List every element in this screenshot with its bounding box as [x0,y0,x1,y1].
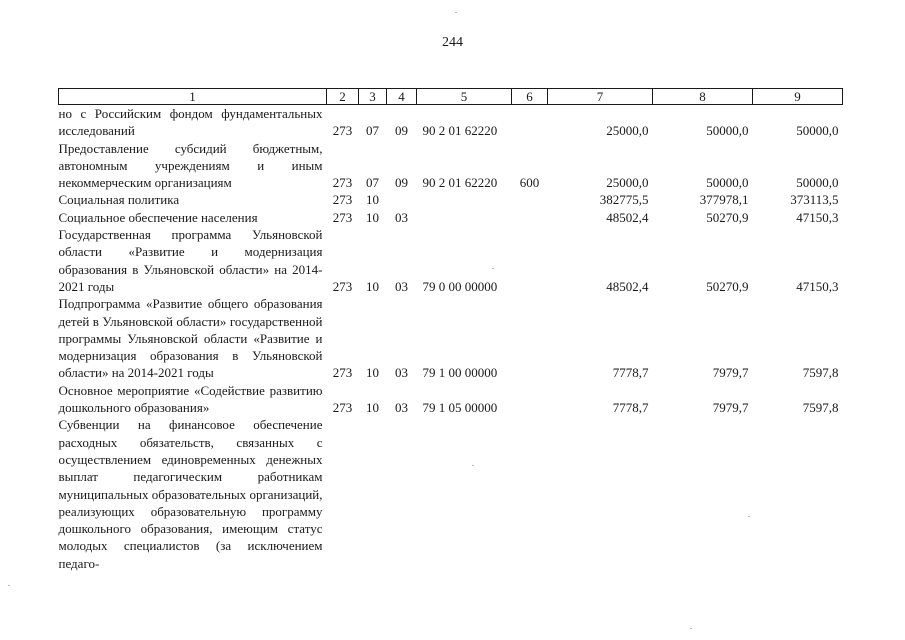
cell-amount-7: 7778,7 [612,365,649,381]
cell-subsection: 03 [395,209,408,225]
cell-amount-8: 50000,0 [706,123,749,139]
row-name: но с Российским фондом фундаментальных исследований [58,106,323,139]
cell-amount-7: 48502,4 [606,209,649,225]
cell-amount-8 [653,416,753,572]
cell-amount-9: 47150,3 [796,209,839,225]
scan-speck [455,12,457,13]
cell-subsection: 09 [395,123,408,139]
row-name: Субвенции на финансовое обеспечение расходных обязательств, связанных с осуществлением единовременных денежных выплат педагогическим работникам муниципальных образовательных организаций, реализующих образовательную программу дошкольного образования, имеющим статус молодых специалистов (за исключением педаго- [58,417,323,571]
row-name: Государственная программа Ульяновской области «Развитие и модернизация образования в Ульяновской области» на 2014-2021 годы [58,227,323,294]
col-header-9: 9 [753,89,843,105]
cell-ministry: 273 [332,278,353,294]
cell-amount-8: 50270,9 [706,209,749,225]
cell-amount-7 [548,416,653,572]
col-header-7: 7 [548,89,653,105]
cell-target-code: 79 1 05 00000 [422,400,498,416]
row-name: Предоставление субсидий бюджетным, автономным учреждениям и иным некоммерческим организациям [58,140,323,191]
cell-section: 10 [366,365,379,381]
cell-expense-type [512,382,548,417]
cell-subsection: 03 [395,400,408,416]
cell-ministry: 273 [332,192,353,208]
cell-subsection: 09 [395,175,408,191]
cell-amount-7: 25000,0 [606,123,649,139]
cell-target-code: 79 1 00 00000 [422,365,498,381]
cell-amount-9: 50000,0 [796,175,839,191]
col-header-2: 2 [327,89,359,105]
col-header-3: 3 [359,89,387,105]
cell-expense-type [512,191,548,208]
cell-amount-9: 7597,8 [802,365,839,381]
cell-amount-8: 50000,0 [706,175,749,191]
scan-speck [8,585,10,586]
cell-ministry: 273 [332,123,353,139]
scan-speck [472,465,474,466]
cell-amount-9: 373113,5 [790,192,839,208]
cell-amount-9: 50000,0 [796,123,839,139]
cell-section: 07 [366,123,379,139]
cell-expense-type [512,209,548,226]
cell-target-code [417,191,512,208]
col-header-5: 5 [417,89,512,105]
cell-amount-7: 382775,5 [599,192,649,208]
row-name: Социальная политика [58,192,180,208]
cell-subsection [387,191,417,208]
cell-amount-9: 47150,3 [796,278,839,294]
header-row [59,89,843,105]
cell-section: 07 [366,175,379,191]
cell-expense-type: 600 [519,175,540,191]
cell-expense-type [512,416,548,572]
table-row [59,140,843,192]
table-row [59,295,843,381]
scan-speck [492,268,494,269]
table-row [59,382,843,417]
page-number: 244 [442,35,463,50]
table-row [59,416,843,572]
cell-section: 10 [366,209,379,225]
col-header-6: 6 [512,89,548,105]
cell-target-code: 90 2 01 62220 [422,123,498,139]
cell-section [359,416,387,572]
row-name: Основное мероприятие «Содействие развитию дошкольного образования» [58,382,323,416]
scan-speck [690,628,692,629]
cell-subsection: 03 [395,365,408,381]
cell-target-code: 90 2 01 62220 [422,175,498,191]
cell-ministry: 273 [332,365,353,381]
cell-ministry [327,416,359,572]
cell-ministry: 273 [332,175,353,191]
table-row [59,226,843,295]
cell-target-code [417,209,512,226]
budget-table [58,88,843,572]
col-header-8: 8 [653,89,753,105]
cell-amount-9: 7597,8 [802,400,839,416]
row-name: Социальное обеспечение населения [58,209,258,225]
table-row [59,191,843,208]
col-header-4: 4 [387,89,417,105]
row-name: Подпрограмма «Развитие общего образования детей в Ульяновской области» государственной программы Ульяновской области «Развитие и модернизация образования в Ульяновской области» на 2014-2021 годы [58,296,323,381]
cell-target-code [417,416,512,572]
cell-ministry: 273 [332,400,353,416]
cell-amount-7: 25000,0 [606,175,649,191]
cell-expense-type [512,105,548,140]
cell-subsection: 03 [395,278,408,294]
cell-expense-type [512,226,548,295]
cell-expense-type [512,295,548,381]
cell-section: 10 [366,192,379,208]
cell-amount-8: 377978,1 [699,192,749,208]
col-header-1: 1 [59,89,327,105]
cell-ministry: 273 [332,209,353,225]
cell-section: 10 [366,400,379,416]
cell-amount-7: 7778,7 [612,400,649,416]
cell-target-code: 79 0 00 00000 [422,278,498,294]
cell-amount-9 [753,416,843,572]
cell-amount-8: 7979,7 [712,400,749,416]
cell-subsection [387,416,417,572]
cell-section: 10 [366,278,379,294]
cell-amount-7: 48502,4 [606,278,649,294]
cell-amount-8: 50270,9 [706,278,749,294]
scan-speck [748,516,750,517]
table-row [59,209,843,226]
table-row [59,105,843,140]
cell-amount-8: 7979,7 [712,365,749,381]
